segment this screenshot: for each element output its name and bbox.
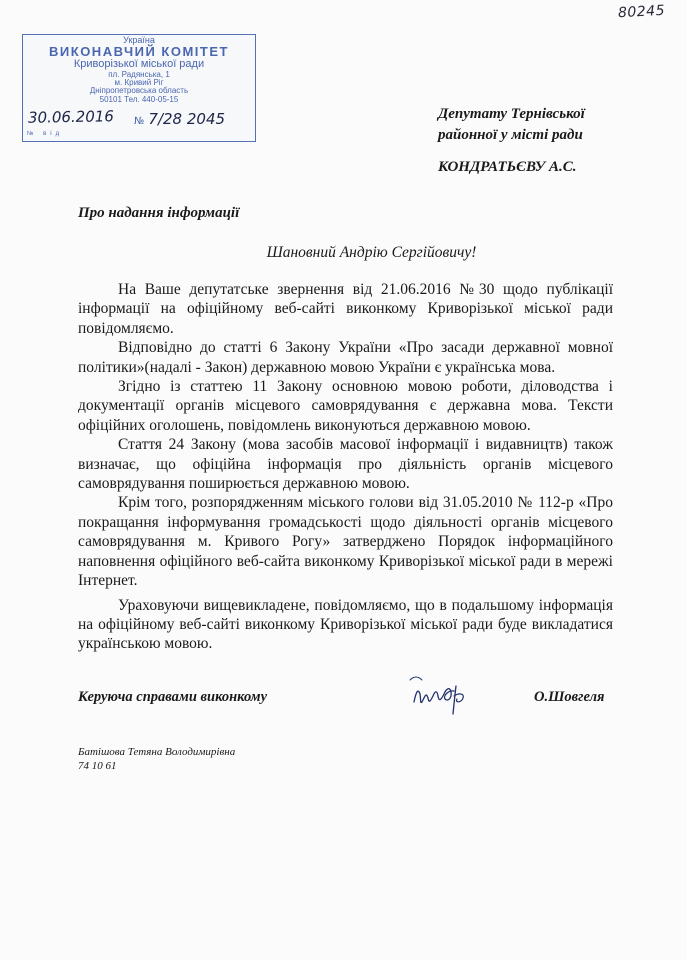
addressee-line-1: Депутату Тернівської [438, 106, 585, 122]
stamp-number-value: 7/28 2045 [148, 110, 226, 128]
body-paragraph: На Ваше депутатське звернення від 21.06.2016 №30 щодо публікації інформації на офіційному веб-сайті виконкому Криворізької міської ради повідомляємо. [78, 281, 613, 337]
executor-block [78, 745, 235, 773]
stamp-number-label: № [134, 116, 145, 127]
stamp-address-phone: 50101 Тел. 440-05-15 [99, 94, 179, 104]
stamp-organization: ВИКОНАВЧИЙ КОМІТЕТ [49, 44, 229, 60]
body-paragraph: Стаття 24 Закону (мова засобів масової інформації і видавництв) також визначає, що офіційна інформація про діяльність органів місцевого самоврядування поширюється державною мовою. [78, 436, 613, 493]
stamp-country: Україна [123, 35, 155, 45]
stamp-registration-number [134, 110, 225, 128]
executor-phone: 74 10 61 [78, 760, 117, 772]
signatory-title: Керуюча справами виконкому [78, 689, 268, 705]
body-paragraph: Відповідно до статті 6 Закону України «Про засади державної мовної політики»(надалі - Закон) державною мовою України є українська мова. [78, 339, 613, 376]
stamp-bottom-marks: № від [27, 131, 64, 137]
letter-subject: Про надання інформації [78, 205, 240, 221]
signatory-name: О.Шовгеля [534, 689, 605, 705]
body-paragraph: Ураховуючи вищевикладене, повідомляємо, що в подальшому інформація на офіційному веб-сайті виконкому Криворізької міської ради буде викладатися українською мовою. [78, 596, 613, 653]
addressee-line-2: районної у місті ради [438, 127, 583, 143]
body-paragraph: Крім того, розпорядженням міського голови від 31.05.2010 № 112-р «Про покращання інформування громадськості щодо діяльності органів місцевого самоврядування м. Кривого Рогу» затверджено Порядок інформаційного наповнення офіційного веб-сайта виконкому Криворізької міської ради в мережі Інтернет. [78, 494, 613, 590]
stamp-address-city: м. Кривий Ріг [114, 78, 164, 88]
handwritten-signature [408, 672, 474, 716]
letter-body [78, 280, 613, 654]
corner-handwritten-number: 80245 [617, 2, 666, 22]
executor-name: Батішова Тетяна Володимирівна [78, 746, 236, 758]
salutation-line [0, 244, 687, 262]
salutation-text: Шановний Андрію Сергійовичу! [266, 244, 477, 261]
stamp-address-street: пл. Радянська, 1 [108, 69, 170, 79]
body-paragraph: Згідно із статтею 11 Закону основною мовою роботи, діловодства і документації органів місцевого самоврядування є державна мова. Тексти офіційних оголошень, повідомлень виконуються державною мовою. [78, 378, 613, 434]
stamp-registration-date: 30.06.2016 [27, 107, 115, 127]
stamp-address-region: Дніпропетровська область [89, 86, 189, 96]
addressee-block [438, 104, 585, 178]
stamp-suborganization: Криворізької міської ради [73, 58, 205, 71]
addressee-name: КОНДРАТЬЄВУ А.С. [438, 159, 577, 175]
